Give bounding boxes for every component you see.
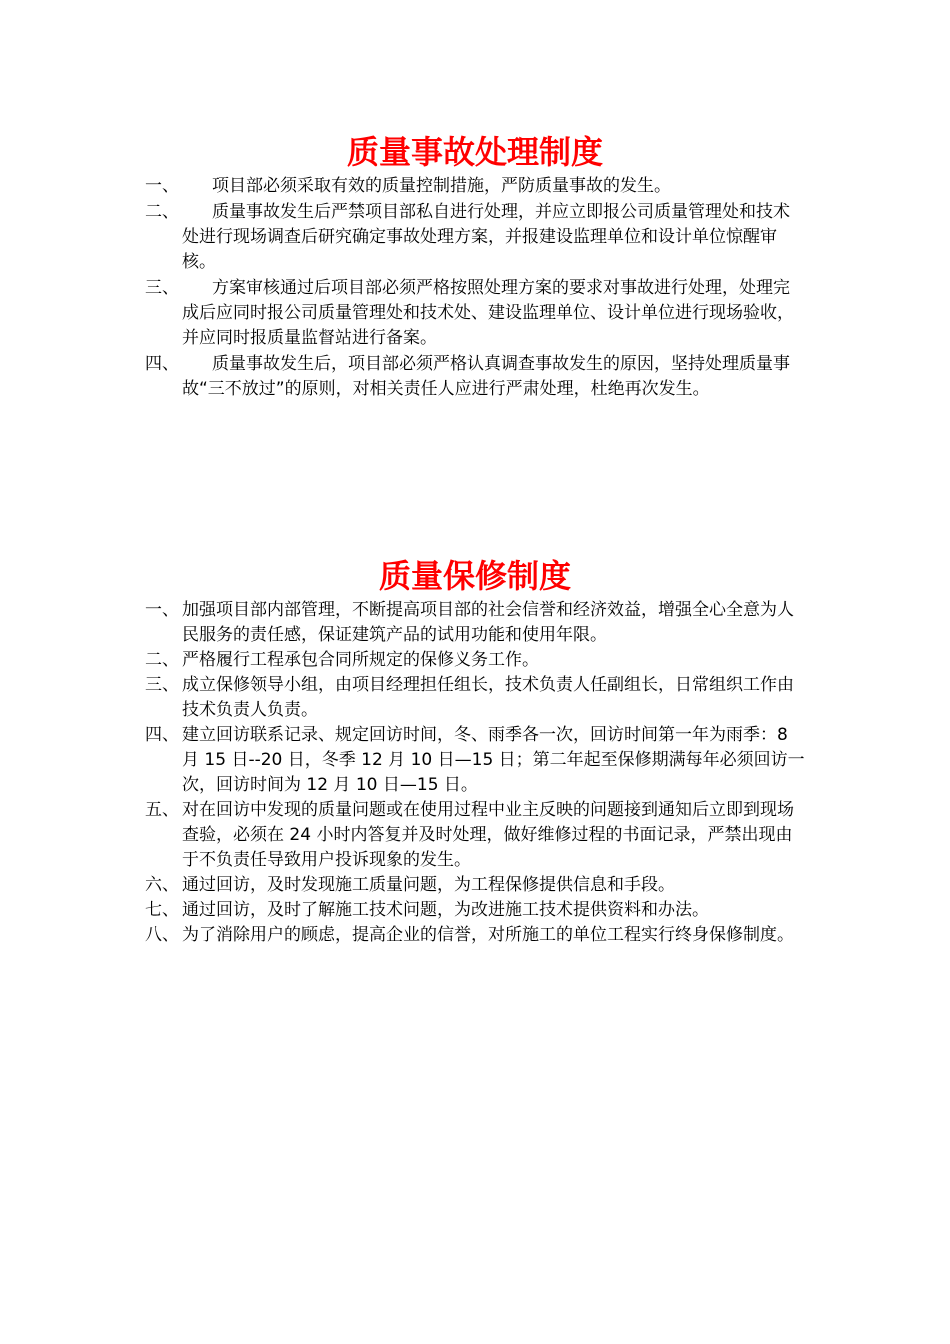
item-text: 成立保修领导小组，由项目经理担任组长，技术负责人任副组长，日常组织工作由技术负责人负责。 [182, 675, 794, 720]
item-number: 二、 [145, 650, 179, 670]
list-item [0, 798, 806, 873]
item-number: 三、 [145, 278, 179, 298]
warranty-rules-list [0, 598, 950, 948]
list-item [0, 673, 806, 723]
list-item [0, 723, 806, 798]
item-text: 通过回访，及时了解施工技术问题，为改进施工技术提供资料和办法。 [182, 900, 709, 920]
item-number: 四、 [145, 725, 179, 745]
section-title-warranty: 质量保修制度 [378, 557, 571, 595]
item-number: 五、 [145, 800, 179, 820]
list-item [0, 174, 806, 199]
item-number: 六、 [145, 875, 179, 895]
item-text: 质量事故发生后，项目部必须严格认真调查事故发生的原因，坚持处理质量事故“三不放过”的原则，对相关责任人应进行严肃处理，杜绝再次发生。 [182, 354, 790, 399]
accident-rules-list [0, 174, 950, 402]
item-text: 为了消除用户的顾虑，提高企业的信誉，对所施工的单位工程实行终身保修制度。 [182, 925, 794, 945]
item-text: 通过回访，及时发现施工质量问题，为工程保修提供信息和手段。 [182, 875, 675, 895]
list-item [0, 598, 806, 648]
item-number: 七、 [145, 900, 179, 920]
item-text: 对在回访中发现的质量问题或在使用过程中业主反映的问题接到通知后立即到现场查验，必须在 24 小时内答复并及时处理，做好维修过程的书面记录，严禁出现由于不负责任导致用户投诉现象的发生。 [182, 800, 794, 870]
list-item [0, 200, 806, 275]
item-number: 八、 [145, 925, 179, 945]
list-item [0, 923, 806, 948]
item-text: 加强项目部内部管理，不断提高项目部的社会信誉和经济效益，增强全心全意为人民服务的责任感，保证建筑产品的试用功能和使用年限。 [182, 600, 794, 645]
item-text: 质量事故发生后严禁项目部私自进行处理，并应立即报公司质量管理处和技术处进行现场调查后研究确定事故处理方案，并报建设监理单位和设计单位惊醒审核。 [182, 202, 790, 272]
list-item [0, 873, 806, 898]
quality-warranty-section [0, 556, 950, 948]
item-text: 建立回访联系记录、规定回访时间，冬、雨季各一次，回访时间第一年为雨季：8 月 15 日--20 日，冬季 12 月 10 日—15 日；第二年起至保修期满每年必须回访一次，回访时间为 12 月 10 日—15 日。 [182, 725, 805, 795]
item-number: 三、 [145, 675, 179, 695]
list-item [0, 648, 806, 673]
item-number: 四、 [145, 354, 179, 374]
list-item [0, 898, 806, 923]
item-text: 方案审核通过后项目部必须严格按照处理方案的要求对事故进行处理，处理完成后应同时报公司质量管理处和技术处、建设监理单位、设计单位进行现场验收，并应同时报质量监督站进行备案。 [182, 278, 794, 348]
item-text: 项目部必须采取有效的质量控制措施，严防质量事故的发生。 [212, 176, 671, 196]
item-number: 一、 [145, 600, 179, 620]
section-title-accident: 质量事故处理制度 [346, 133, 603, 171]
list-item [0, 276, 806, 351]
item-number: 二、 [145, 202, 179, 222]
list-item [0, 352, 806, 402]
item-number: 一、 [145, 176, 179, 196]
quality-accident-section [0, 132, 950, 403]
item-text: 严格履行工程承包合同所规定的保修义务工作。 [182, 650, 539, 670]
